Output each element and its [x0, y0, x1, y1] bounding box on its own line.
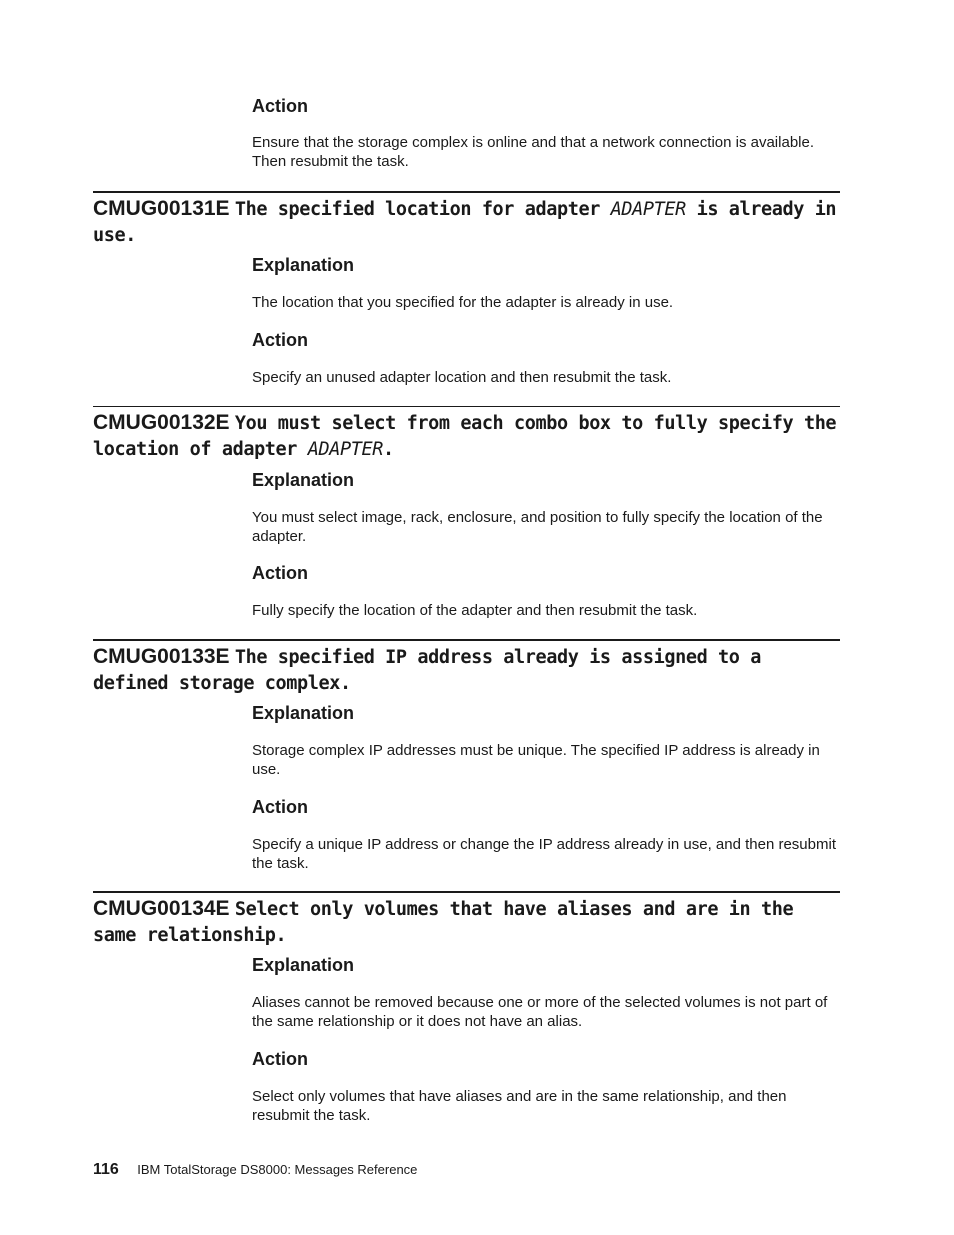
action-heading: Action — [252, 797, 308, 817]
action-text: Ensure that the storage complex is online and that a network connection is available. Then resubmit the task. — [252, 134, 815, 170]
message-cmug00133e — [93, 639, 840, 697]
action-heading: Action — [252, 96, 308, 116]
explanation-heading: Explanation — [252, 955, 355, 975]
explanation-section — [252, 469, 840, 546]
message-id: CMUG00131E — [93, 197, 230, 220]
explanation-heading: Explanation — [252, 470, 355, 490]
explanation-text: Aliases cannot be removed because one or more of the selected volumes is not part of the same relationship or it does not have an alias. — [252, 994, 828, 1030]
action-section — [252, 1048, 840, 1125]
action-heading: Action — [252, 563, 308, 583]
explanation-section — [252, 954, 840, 1031]
action-text: Specify an unused adapter location and then resubmit the task. — [252, 369, 672, 386]
action-section — [252, 562, 840, 620]
message-text-part: is already in use. — [93, 199, 837, 246]
message-text-part: The specified location for adapter — [234, 199, 611, 220]
page-number: 116 — [93, 1161, 119, 1178]
action-text: Fully specify the location of the adapter and then resubmit the task. — [252, 602, 698, 619]
action-section — [252, 796, 840, 873]
explanation-text: Storage complex IP addresses must be unique. The specified IP address is already in use. — [252, 742, 820, 778]
page-footer — [93, 1161, 840, 1179]
top-action-section — [252, 95, 840, 171]
message-text: Select only volumes that have aliases and are in the same relationship. — [93, 899, 794, 946]
message-title — [93, 193, 840, 249]
message-variable: ADAPTER — [307, 439, 383, 460]
explanation-heading: Explanation — [252, 255, 355, 275]
action-section — [252, 329, 840, 387]
explanation-text: You must select image, rack, enclosure, and position to fully specify the location of the adapter. — [252, 509, 823, 545]
message-cmug00132e — [93, 406, 840, 463]
action-text: Specify a unique IP address or change the IP address already in use, and then resubmit the task. — [252, 836, 836, 872]
message-text: The specified IP address already is assigned to a defined storage complex. — [93, 647, 762, 694]
message-title — [93, 641, 840, 697]
explanation-section — [252, 702, 840, 779]
message-text-part: . — [382, 439, 394, 460]
action-heading: Action — [252, 1049, 308, 1069]
message-cmug00134e — [93, 891, 840, 949]
message-id: CMUG00133E — [93, 645, 230, 668]
message-cmug00131e — [93, 191, 840, 249]
explanation-heading: Explanation — [252, 703, 355, 723]
explanation-section — [252, 254, 840, 312]
message-id: CMUG00132E — [93, 411, 230, 434]
message-text-part: You must select from each combo box to fully specify the location of adapter — [93, 413, 837, 460]
message-id: CMUG00134E — [93, 897, 230, 920]
explanation-text: The location that you specified for the adapter is already in use. — [252, 294, 674, 311]
action-heading: Action — [252, 330, 308, 350]
message-title — [93, 893, 840, 949]
action-text: Select only volumes that have aliases and are in the same relationship, and then resubmit the task. — [252, 1088, 787, 1124]
book-title: IBM TotalStorage DS8000: Messages Reference — [137, 1162, 418, 1177]
message-variable: ADAPTER — [610, 199, 686, 220]
message-title — [93, 407, 840, 463]
